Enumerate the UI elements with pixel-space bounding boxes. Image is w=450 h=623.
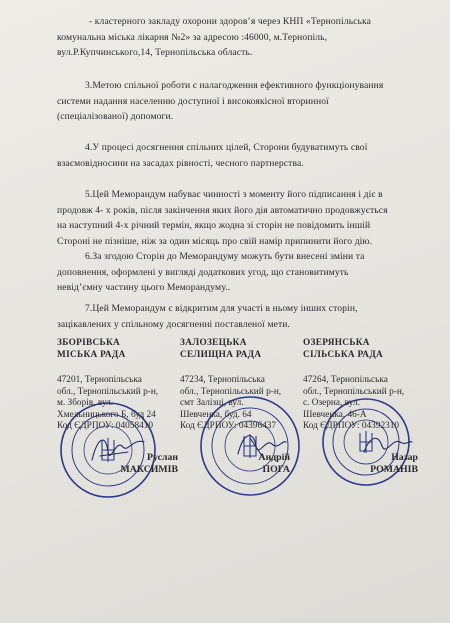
signer-poha (180, 452, 290, 476)
text-line: взаємовідносини на засадах рівності, чесного партнерства. (57, 157, 304, 169)
text-line: - кластерного закладу охорони здоров’я через КНП «Тернопільська (89, 16, 371, 27)
address-line: Код ЄДРПОУ: 04396437 (180, 421, 277, 432)
party-address (180, 375, 302, 433)
text-line: продовж 4- х років, після закінчення яких його дія автоматично продовжується (57, 204, 388, 216)
text-line: доповнення, оформлені у вигляді додаткових угод, що становитимуть (57, 266, 349, 278)
address-line: Шевченка, 46-А (303, 409, 367, 420)
text-line: 6.За згодою Сторін до Меморандуму можуть бути внесені зміни та (85, 251, 365, 262)
text-line: невід’ємну частину цього Меморандуму.. (57, 282, 231, 293)
text-line: зацікавлених у спільному досягненні поставленої мети. (57, 318, 291, 330)
paragraph-open (57, 301, 449, 332)
address-line: 47264, Тернопільська (303, 375, 388, 385)
party-ozerna (303, 338, 425, 433)
address-line: с. Озерна, вул. (303, 398, 360, 409)
party-title: ОЗЕРЯНСЬКА (303, 338, 370, 348)
paragraph-validity (57, 187, 449, 249)
paragraph-cluster (57, 14, 449, 61)
text-line: 7.Цей Меморандум є відкритим для участі в ньому інших сторін, (85, 303, 358, 314)
text-line: 4.У процесі досягнення спільних цілей, Сторони будуватимуть свої (85, 142, 368, 153)
party-zalozci (180, 338, 302, 433)
text-line: системи надання населенню доступної і високоякісної вторинної (57, 95, 329, 107)
signer-first-name: Назар (391, 452, 418, 463)
signer-last-name: МАКСИМІВ (120, 464, 178, 475)
text-line: 5.Цей Меморандум набуває чинності з моменту його підписання і діє в (85, 189, 383, 200)
paragraph-partnership (57, 140, 449, 171)
party-zboriv (57, 338, 179, 433)
party-title: СЕЛИЩНА РАДА (180, 349, 262, 360)
address-line: обл., Тернопільський р-н, (57, 386, 159, 397)
signer-maksymiv (62, 452, 178, 476)
address-line: смт Залізці, вул. (180, 398, 244, 409)
address-line: 47234, Тернопільська (180, 375, 265, 385)
address-line: 47201, Тернопільська (57, 375, 142, 385)
party-address (303, 375, 425, 433)
address-line: Хмельницького Б, буд 24 (57, 409, 156, 420)
party-title: ЗБОРІВСЬКА (57, 338, 121, 348)
text-line: (спеціалізованої) допомоги. (57, 111, 174, 122)
party-address (57, 375, 179, 433)
signer-last-name: ПОГА (262, 464, 290, 475)
address-line: обл., Тернопільський р-н, (180, 386, 282, 397)
address-line: м. Зборів, вул. (57, 398, 114, 409)
signer-last-name: РОМАНІВ (370, 464, 418, 475)
text-line: Стороні не пізніше, ніж за один місяць про свій намір припинити його дію. (57, 235, 373, 247)
address-line: Код ЄДРПОУ: 04392310 (303, 421, 400, 432)
signer-first-name: Руслан (147, 452, 178, 463)
paragraph-goal (57, 78, 449, 125)
signer-first-name: Андрій (258, 452, 290, 463)
signer-romaniv (300, 452, 418, 476)
address-line: Код ЄДРПОУ: 04058410 (57, 421, 154, 432)
text-line: 3.Метою спільної роботи є налагодження ефективного функціонування (85, 80, 384, 91)
text-line: вул.Р.Купчинського,14, Тернопільська область. (57, 47, 253, 58)
party-title: ЗАЛОЗЕЦЬКА (180, 338, 247, 348)
text-line: комунальна міська лікарня №2» за адресою :46000, м.Тернопіль, (57, 31, 328, 43)
address-line: Шевченка, буд. 64 (180, 409, 252, 420)
party-title: МІСЬКА РАДА (57, 349, 126, 360)
text-line: на наступний 4-х річний термін, якщо жодна зі сторін не повідомить іншій (57, 220, 371, 231)
address-line: обл., Тернопільський р-н, (303, 386, 405, 397)
party-title: СІЛЬСЬКА РАДА (303, 349, 384, 360)
paragraph-amendments (57, 249, 449, 296)
